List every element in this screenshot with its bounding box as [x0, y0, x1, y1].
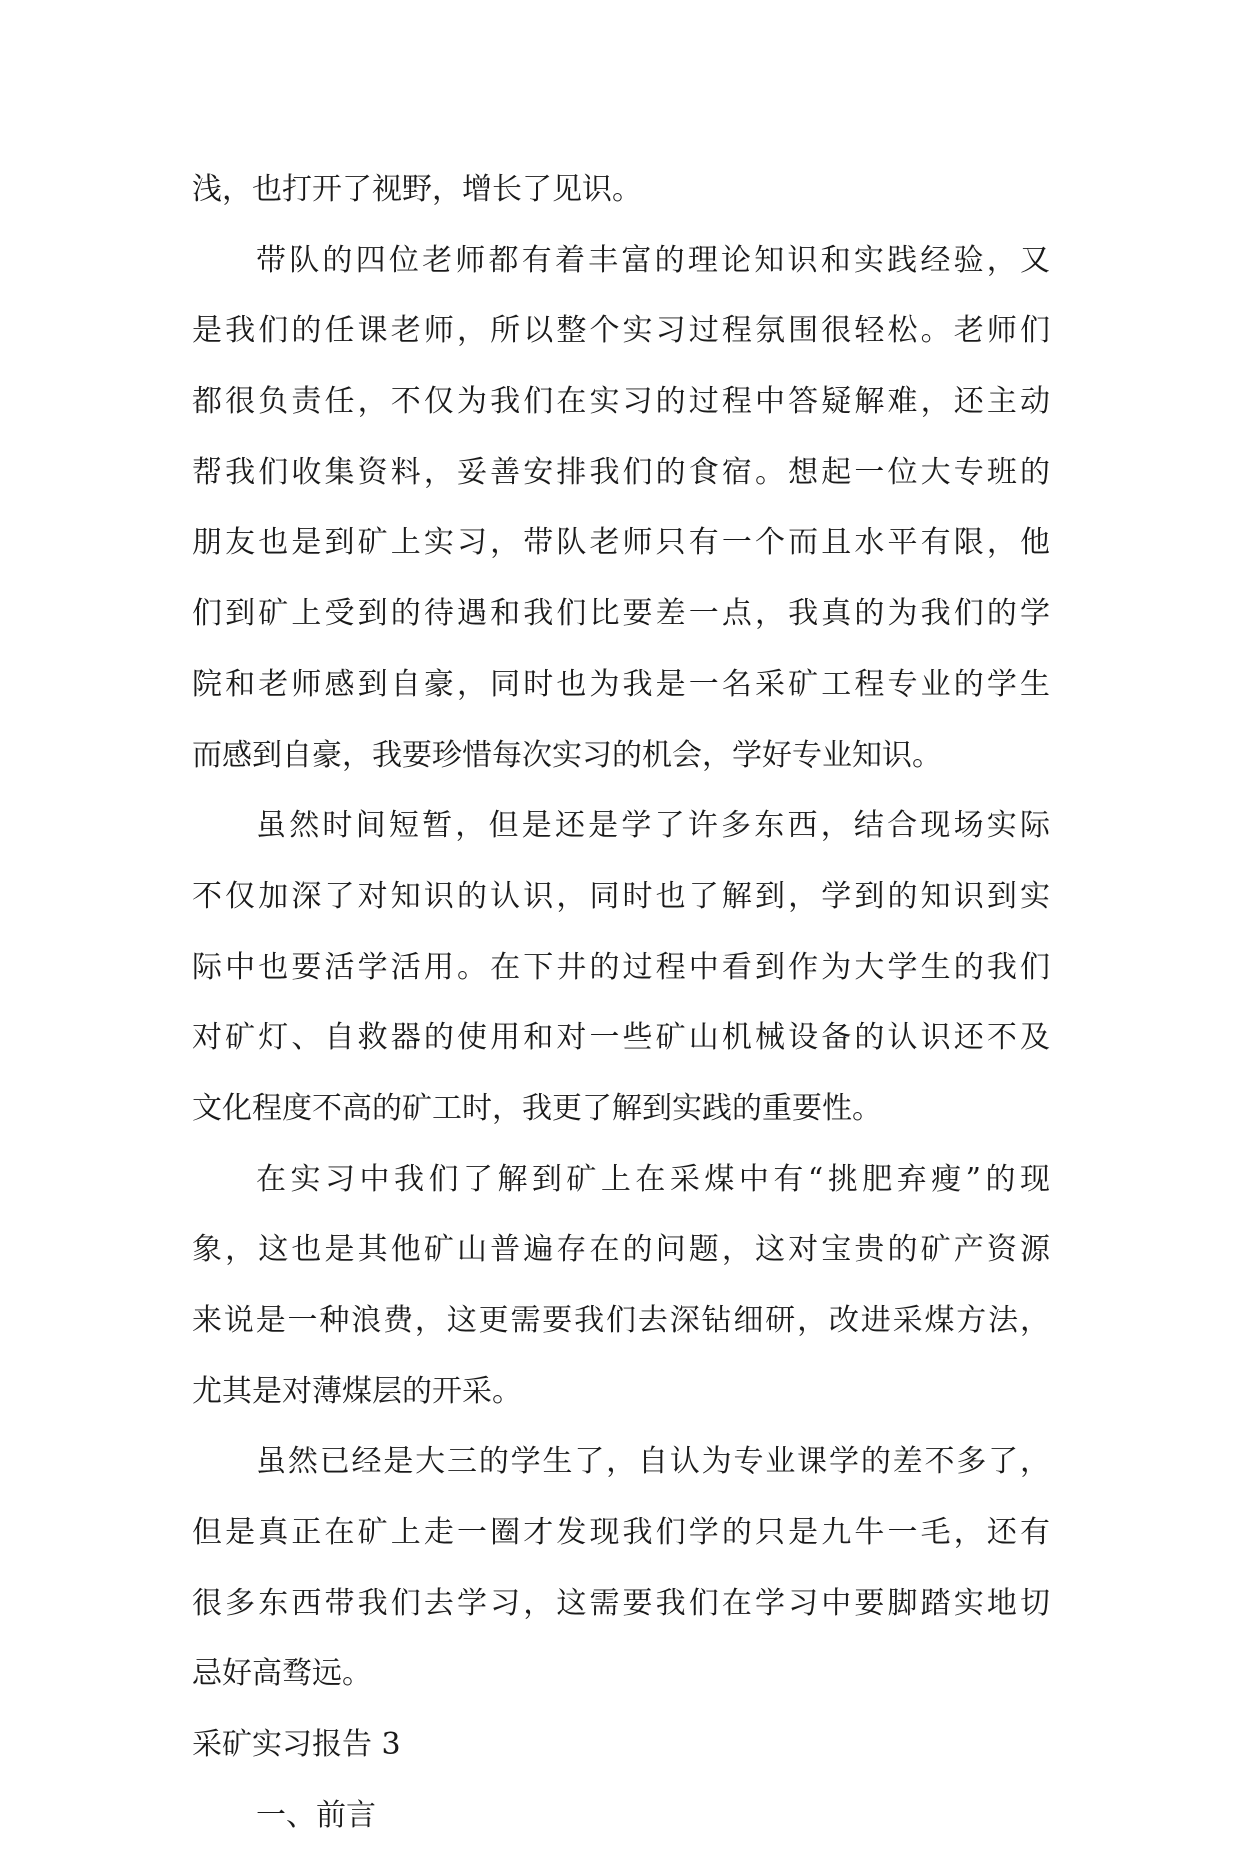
text-line: 很多东西带我们去学习，这需要我们在学习中要脚踏实地切: [192, 1585, 1050, 1621]
text-line: 都很负责任，不仅为我们在实习的过程中答疑解难，还主动: [192, 384, 1050, 420]
text-line: 但是真正在矿上走一圈才发现我们学的只是九牛一毛，还有: [192, 1515, 1050, 1551]
document-body: [192, 155, 1050, 1852]
text-line: 们到矿上受到的待遇和我们比要差一点，我真的为我们的学: [192, 596, 1050, 632]
text-line: 际中也要活学活用。在下井的过程中看到作为大学生的我们: [192, 949, 1050, 985]
text-line: 帮我们收集资料，妥善安排我们的食宿。想起一位大专班的: [192, 454, 1050, 490]
text-line: 对矿灯、自救器的使用和对一些矿山机械设备的认识还不及: [192, 1020, 1050, 1056]
text-line: 文化程度不高的矿工时，我更了解到实践的重要性。: [192, 1090, 882, 1126]
text-line: 而感到自豪，我要珍惜每次实习的机会，学好专业知识。: [192, 737, 942, 773]
text-line: 浅，也打开了视野，增长了见识。: [192, 172, 642, 207]
paragraph-first-line: 虽然时间短暂，但是还是学了许多东西，结合现场实际: [256, 808, 1050, 844]
text-line: 是我们的任课老师，所以整个实习过程氛围很轻松。老师们: [192, 313, 1050, 349]
paragraph-first-line: 虽然已经是大三的学生了，自认为专业课学的差不多了，: [256, 1444, 1050, 1480]
text-line: 朋友也是到矿上实习，带队老师只有一个而且水平有限，他: [192, 525, 1050, 561]
paragraph-first-line: 在实习中我们了解到矿上在采煤中有“挑肥弃瘦”的现: [256, 1161, 1050, 1197]
section-title: 采矿实习报告 3: [192, 1727, 401, 1763]
text-line: 来说是一种浪费，这更需要我们去深钻细研，改进采煤方法，: [192, 1303, 1050, 1338]
paragraph-first-line: 带队的四位老师都有着丰富的理论知识和实践经验，又: [256, 242, 1050, 278]
text-line: 院和老师感到自豪，同时也为我是一名采矿工程专业的学生: [192, 666, 1050, 702]
section-heading: 一、前言: [256, 1797, 376, 1833]
text-line: 象，这也是其他矿山普遍存在的问题，这对宝贵的矿产资源: [192, 1232, 1050, 1268]
text-line: 不仅加深了对知识的认识，同时也了解到，学到的知识到实: [192, 878, 1050, 914]
text-line: 尤其是对薄煤层的开采。: [192, 1373, 522, 1409]
text-line: 忌好高骛远。: [192, 1656, 372, 1692]
